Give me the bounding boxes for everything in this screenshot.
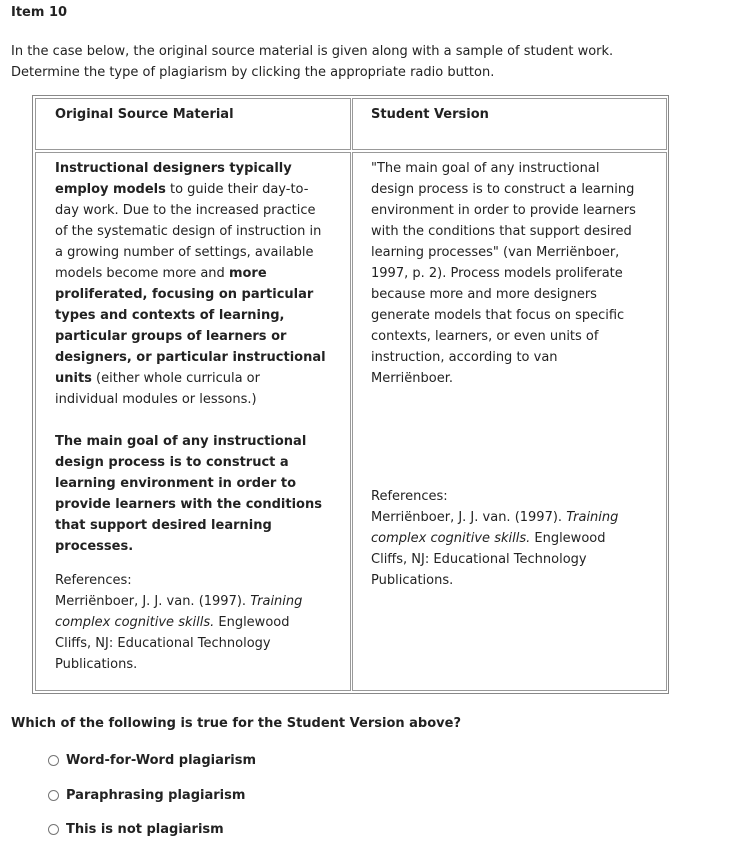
text-line: types and contexts of learning, <box>55 308 285 323</box>
text-line: Merriënboer, J. J. van. (1997). Training <box>371 510 619 525</box>
text-line: generate models that focus on specific <box>371 308 625 323</box>
text-line: Merriënboer, J. J. van. (1997). Training <box>55 594 303 609</box>
text-line: designers, or particular instructional <box>55 350 326 365</box>
radio-button[interactable] <box>48 755 59 766</box>
text-line: learning environment in order to <box>55 476 296 491</box>
student-references <box>371 486 618 591</box>
text-line: Cliffs, NJ: Educational Technology <box>371 552 587 567</box>
text-line: a growing number of settings, available <box>55 245 314 260</box>
text-line: References: <box>55 573 132 588</box>
original-paragraph-2 <box>55 431 322 557</box>
text-line: Publications. <box>371 573 454 588</box>
text-line: because more and more designers <box>371 287 597 302</box>
radio-button[interactable] <box>48 824 59 835</box>
text-line: environment in order to provide learners <box>371 203 636 218</box>
option-label: This is not plagiarism <box>66 821 224 837</box>
option-paraphrasing[interactable] <box>48 785 245 805</box>
text-line: Instructional designers typically <box>55 161 292 176</box>
instructions-line-2: Determine the type of plagiarism by clicking the appropriate radio button. <box>11 65 495 80</box>
text-line: employ models to guide their day-to- <box>55 182 309 197</box>
text-line: complex cognitive skills. Englewood <box>55 615 290 630</box>
student-header-cell <box>352 98 667 150</box>
option-not-plagiarism[interactable] <box>48 819 224 839</box>
text-line: individual modules or lessons.) <box>55 392 257 407</box>
original-references <box>55 570 302 675</box>
text-line: Cliffs, NJ: Educational Technology <box>55 636 271 651</box>
text-line: that support desired learning <box>55 518 272 533</box>
text-line: models become more and more <box>55 266 267 281</box>
original-body-cell <box>35 152 351 691</box>
option-label: Paraphrasing plagiarism <box>66 787 246 803</box>
text-line: learning processes" (van Merriënboer, <box>371 245 620 260</box>
text-line: Merriënboer. <box>371 371 454 386</box>
comparison-table <box>32 95 669 694</box>
text-line: provide learners with the conditions <box>55 497 322 512</box>
text-line: with the conditions that support desired <box>371 224 632 239</box>
option-word-for-word[interactable] <box>48 750 256 770</box>
instructions <box>11 41 711 83</box>
text-line: The main goal of any instructional <box>55 434 307 449</box>
text-line: contexts, learners, or even units of <box>371 329 599 344</box>
text-line: "The main goal of any instructional <box>371 161 600 176</box>
text-line: processes. <box>55 539 134 554</box>
text-line: References: <box>371 489 448 504</box>
text-line: day work. Due to the increased practice <box>55 203 316 218</box>
text-line: proliferated, focusing on particular <box>55 287 314 302</box>
student-paragraph-1 <box>371 158 636 389</box>
instructions-line-1: In the case below, the original source material is given along with a sample of student work. <box>11 44 614 59</box>
text-line: complex cognitive skills. Englewood <box>371 531 606 546</box>
option-label: Word-for-Word plagiarism <box>66 752 256 768</box>
text-line: units (either whole curricula or <box>55 371 260 386</box>
text-line: particular groups of learners or <box>55 329 287 344</box>
student-body-cell <box>352 152 667 691</box>
text-line: 1997, p. 2). Process models proliferate <box>371 266 623 281</box>
student-header: Student Version <box>371 107 489 122</box>
text-line: design process is to construct a learning <box>371 182 635 197</box>
text-line: Publications. <box>55 657 138 672</box>
text-line: of the systematic design of instruction in <box>55 224 322 239</box>
question-text: Which of the following is true for the Student Version above? <box>11 716 461 731</box>
item-title: Item 10 <box>11 5 68 20</box>
radio-button[interactable] <box>48 790 59 801</box>
text-line: instruction, according to van <box>371 350 558 365</box>
text-line: design process is to construct a <box>55 455 289 470</box>
original-header: Original Source Material <box>55 107 234 122</box>
original-header-cell <box>35 98 351 150</box>
original-paragraph-1 <box>55 158 326 410</box>
